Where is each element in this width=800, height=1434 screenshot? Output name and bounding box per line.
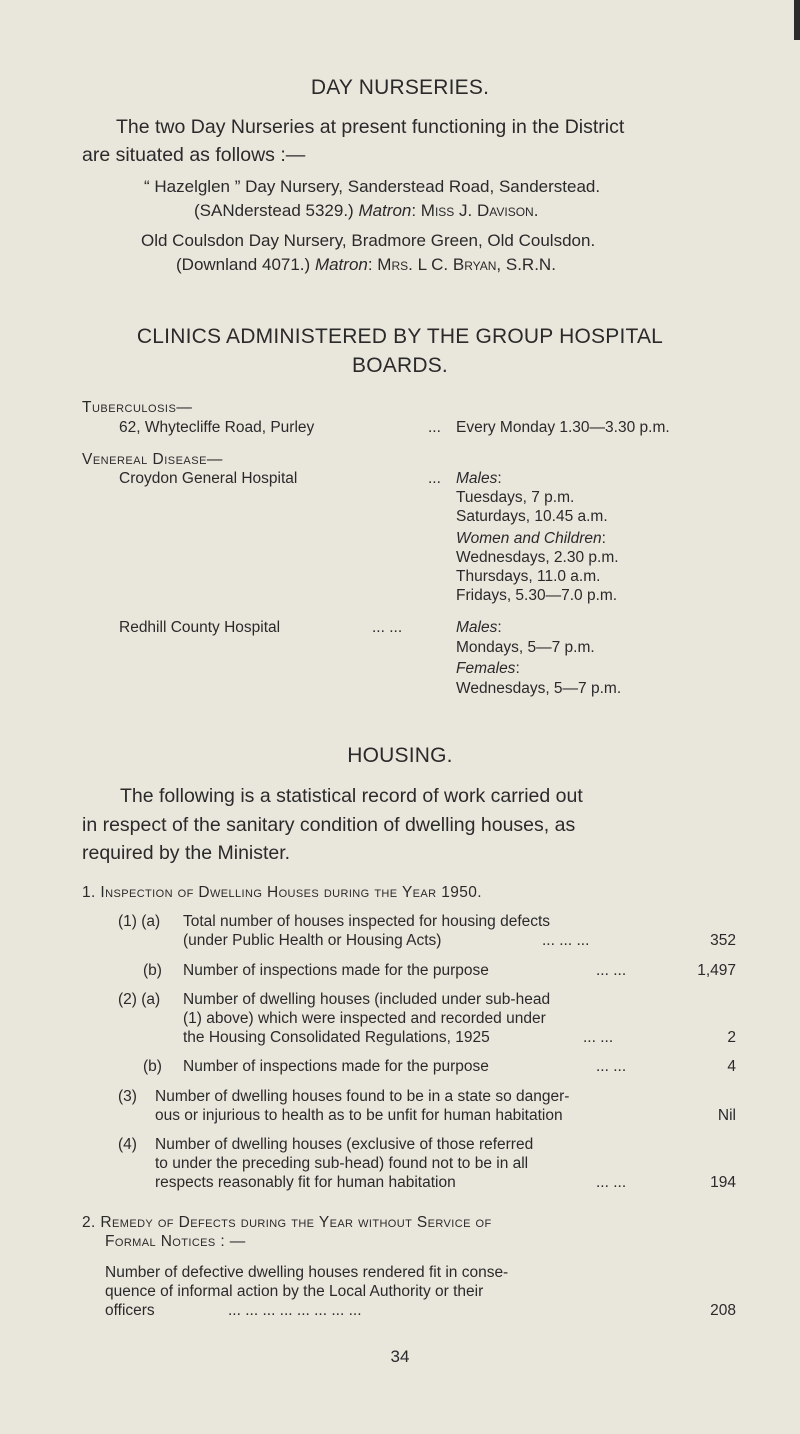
clinics-title-line-2: BOARDS. [352,354,448,377]
tb-clinic-dots: ... [428,419,441,436]
section-2-text-3: officers [105,1302,155,1319]
page-number: 34 [390,1347,410,1366]
nursery-2-address: Old Coulsdon Day Nursery, Bradmore Green, Old Coulsdon. [141,231,596,250]
nursery-2-matron-name: : Mrs. L C. Bryan, S.R.N. [367,255,556,274]
item-2a-line-2: (1) above) which were inspected and recorded under [183,1010,546,1027]
item-1a-line-2: (under Public Health or Housing Acts) [183,932,442,949]
item-4-number: (4) [118,1136,137,1153]
housing-intro-3: required by the Minister. [82,842,291,864]
tuberculosis-heading: Tuberculosis— [82,399,193,416]
redhill-females: Females: [456,660,520,677]
day-nurseries-intro-2: are situated as follows :— [82,144,306,166]
item-2a-line-1: Number of dwelling houses (included under sub-head [183,991,551,1008]
section-2-text-1: Number of defective dwelling houses rendered fit in conse- [105,1264,509,1281]
item-2b-number: (b) [143,1058,162,1075]
croydon-males-time-1: Tuesdays, 7 p.m. [456,489,575,506]
nursery-2-phone: (Downland 4071.) [176,255,311,274]
redhill-males-label: Males [456,619,498,636]
item-4-line-3: respects reasonably fit for human habitation [155,1174,456,1191]
nursery-2-matron-label: Matron [314,255,368,274]
redhill-males-time: Mondays, 5—7 p.m. [456,639,595,656]
nursery-1-contact [194,201,538,221]
tb-clinic-time: Every Monday 1.30—3.30 p.m. [456,419,670,436]
croydon-hospital: Croydon General Hospital [119,470,298,487]
item-1b-line-1: Number of inspections made for the purpose [183,962,489,979]
nursery-1-address: “ Hazelglen ” Day Nursery, Sanderstead Road, Sanderstead. [144,177,601,196]
item-2b-line-1: Number of inspections made for the purpose [183,1058,489,1075]
redhill-hospital: Redhill County Hospital [119,619,281,636]
item-4-dots: ... ... [596,1174,627,1191]
item-2a-line-3: the Housing Consolidated Regulations, 1925 [183,1029,490,1046]
section-2-text-2: quence of informal action by the Local Authority or their [105,1283,484,1300]
nursery-1-matron-name: : Miss J. Davison. [411,201,539,220]
section-2-dots: ... ... ... ... ... ... ... ... [228,1302,362,1319]
section-2-heading-line-2: Formal Notices : — [105,1233,246,1250]
item-1a-line-1: Total number of houses inspected for housing defects [183,913,551,930]
section-2-value: 208 [710,1302,736,1319]
redhill-females-time: Wednesdays, 5—7 p.m. [456,680,622,697]
croydon-males-label: Males [456,470,498,487]
item-4-line-1: Number of dwelling houses (exclusive of those referred [155,1136,534,1153]
item-1a-dots: ... ... ... [542,932,590,949]
redhill-females-label: Females [456,660,516,677]
item-3-number: (3) [118,1088,137,1105]
item-1a-number: (1) (a) [118,913,161,930]
day-nurseries-intro-1: The two Day Nurseries at present functioning in the District [116,116,625,138]
redhill-dots: ... ... [372,619,403,636]
item-2b-dots: ... ... [596,1058,627,1075]
croydon-dots: ... [428,470,441,487]
item-2b-value: 4 [727,1058,736,1075]
nursery-2-contact [176,255,556,275]
croydon-males-time-2: Saturdays, 10.45 a.m. [456,508,608,525]
croydon-women-time-2: Thursdays, 11.0 a.m. [456,568,601,585]
croydon-women-label: Women and Children [456,530,602,547]
housing-title: HOUSING. [347,744,453,767]
item-1a-value: 352 [710,932,736,949]
item-4-line-2: to under the preceding sub-head) found not to be in all [155,1155,529,1172]
item-2a-number: (2) (a) [118,991,161,1008]
croydon-women-time-3: Fridays, 5.30—7.0 p.m. [456,587,618,604]
nursery-1-phone: (SANderstead 5329.) [194,201,354,220]
item-3-line-2: ous or injurious to health as to be unfit for human habitation [155,1107,563,1124]
housing-intro-2: in respect of the sanitary condition of dwelling houses, as [82,814,576,836]
croydon-women: Women and Children: [456,530,606,547]
venereal-disease-heading: Venereal Disease— [82,451,223,468]
item-4-value: 194 [710,1174,736,1191]
item-1b-number: (b) [143,962,162,979]
item-2a-dots: ... ... [583,1029,614,1046]
item-2a-value: 2 [727,1029,736,1046]
item-3-value: Nil [717,1107,736,1124]
item-3-line-1: Number of dwelling houses found to be in a state so danger- [155,1088,570,1105]
clinics-title-line-1: CLINICS ADMINISTERED BY THE GROUP HOSPITAL [136,325,664,348]
page-edge-mark [794,0,800,40]
section-1-heading: 1. Inspection of Dwelling Houses during the Year 1950. [82,884,482,901]
day-nurseries-title: DAY NURSERIES. [310,76,490,99]
section-2-heading-line-1: 2. Remedy of Defects during the Year without Service of [82,1214,492,1231]
item-1b-dots: ... ... [596,962,627,979]
croydon-males: Males: [456,470,502,487]
tb-clinic-place: 62, Whytecliffe Road, Purley [119,419,315,436]
nursery-1-matron-label: Matron [358,201,412,220]
redhill-males: Males: [456,619,502,636]
croydon-women-time-1: Wednesdays, 2.30 p.m. [456,549,619,566]
housing-intro-1: The following is a statistical record of work carried out [120,785,583,807]
item-1b-value: 1,497 [697,962,736,979]
